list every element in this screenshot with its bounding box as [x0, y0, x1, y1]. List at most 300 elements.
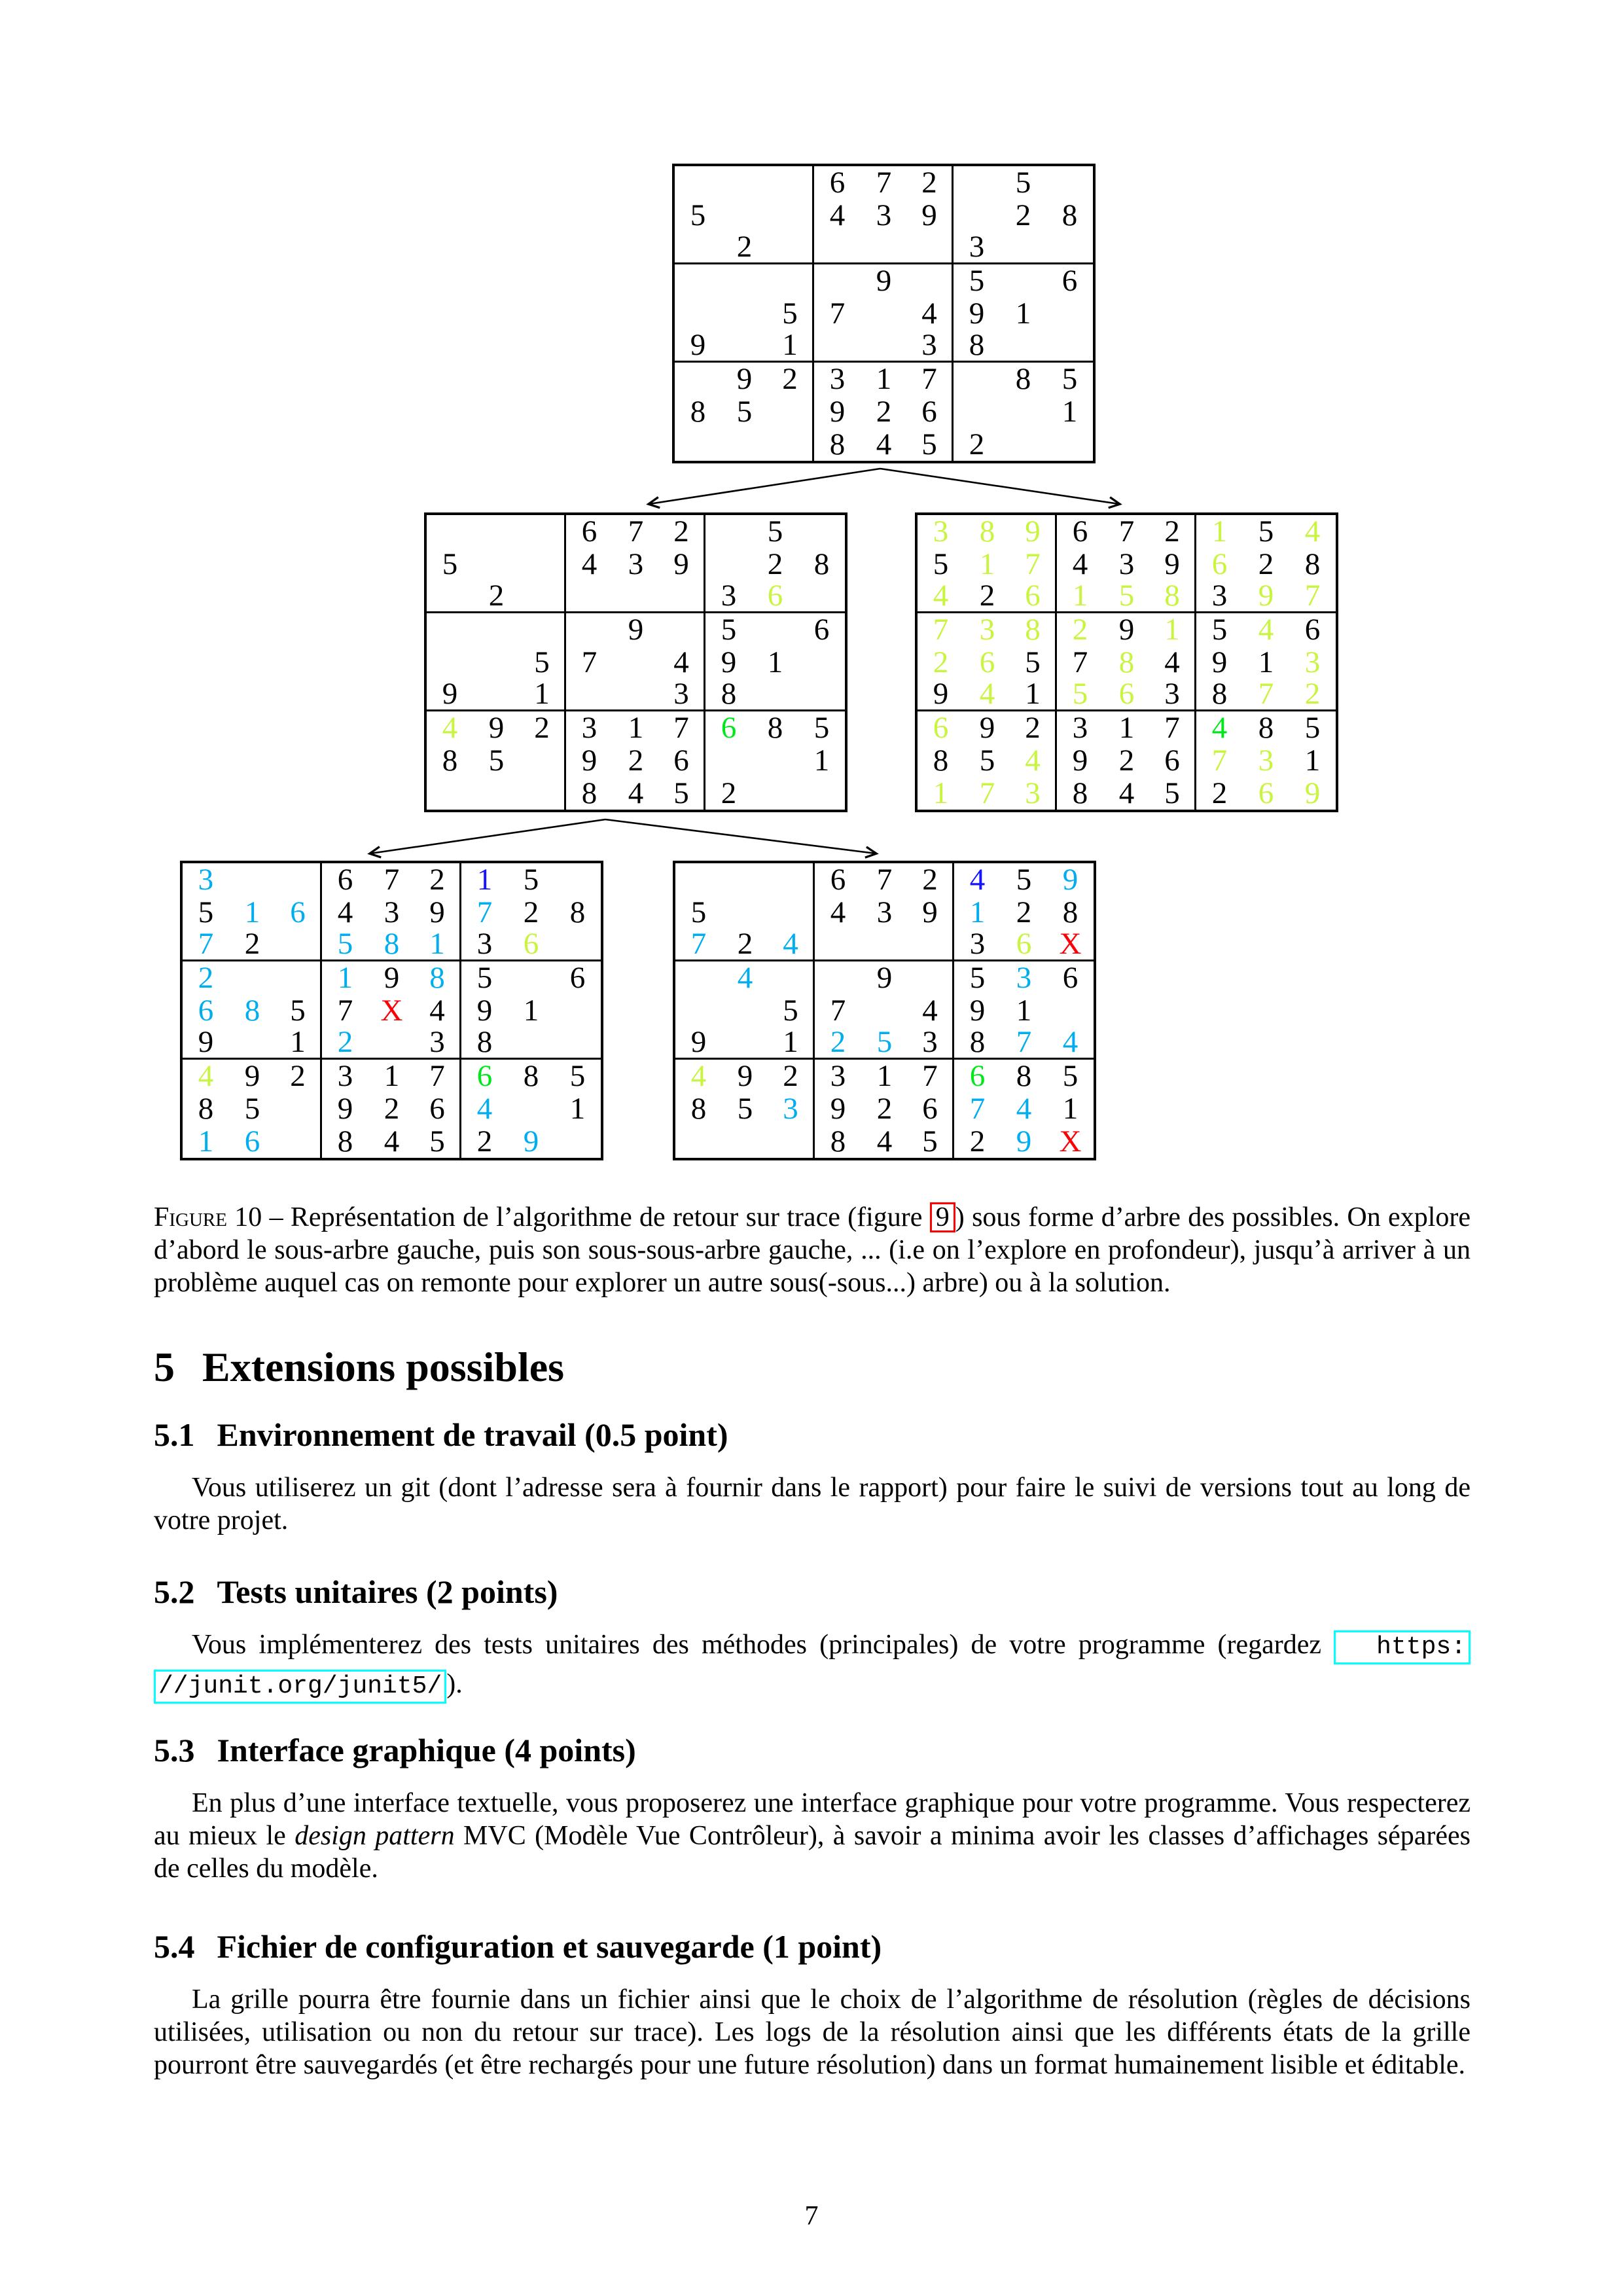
sudoku-cell: 1 [1304, 743, 1321, 778]
sudoku-cell: 4 [1304, 514, 1321, 548]
sudoku-cell [815, 961, 861, 994]
sudoku-cell: 6 [1010, 581, 1057, 613]
sudoku-cell: 9 [721, 645, 737, 679]
sudoku-cell: 8 [813, 547, 830, 581]
sudoku-cell: 8 [337, 1124, 353, 1158]
sudoku-cell [722, 1027, 768, 1060]
sudoku-cell: 9 [476, 993, 493, 1028]
section-5-2-title: Tests unitaires (2 points) [217, 1573, 558, 1610]
sudoku-cell: 3 [830, 1058, 846, 1093]
sudoku-cell: 7 [1010, 548, 1057, 581]
sudoku-cell: 2 [628, 743, 644, 778]
sudoku-cell: 1 [979, 547, 995, 581]
sudoku-cell: 6 [752, 581, 798, 613]
sudoku-cell: 1 [768, 1027, 815, 1060]
sudoku-cell [276, 1125, 322, 1158]
sudoku-cell [768, 395, 814, 428]
sudoku-cell: 3 [461, 929, 508, 961]
sudoku-cell: 7 [337, 993, 353, 1028]
sudoku-cell: 1 [628, 710, 644, 745]
sudoku-cell: 5 [523, 862, 539, 897]
sudoku-cell [798, 515, 845, 548]
sudoku-cell: 6 [830, 862, 846, 897]
sudoku-cell [721, 166, 768, 199]
sudoku-cell: 2 [876, 394, 892, 429]
section-5-title: Extensions possibles [202, 1344, 565, 1390]
sudoku-cell [659, 581, 705, 613]
sudoku-cell: 8 [1015, 361, 1031, 396]
sudoku-cell: 1 [523, 993, 539, 1028]
sudoku-cell: 5 [1010, 646, 1057, 679]
sudoku-cell: 2 [520, 711, 566, 744]
sudoku-cell: 1 [520, 679, 566, 711]
sudoku-cell: 1 [1061, 394, 1078, 429]
sudoku-cell: 5 [1016, 862, 1032, 897]
sudoku-cell: 3 [908, 1027, 954, 1060]
sudoku-cell: 5 [659, 777, 705, 810]
sudoku-cell: 3 [954, 929, 1001, 961]
sudoku-cell: 1 [337, 960, 353, 995]
sudoku-cell: 1 [813, 743, 830, 778]
sudoku-cell: 9 [969, 296, 985, 331]
sudoku-cell: 3 [1304, 645, 1321, 679]
sudoku-cell: 4 [829, 198, 846, 232]
sudoku-cell: 8 [581, 776, 597, 810]
sudoku-cell: 3 [933, 514, 949, 548]
sudoku-cell: 6 [1211, 547, 1228, 581]
sudoku-cell: 8 [690, 394, 706, 429]
sudoku-cell: 2 [322, 1027, 368, 1060]
sudoku-cell: 8 [1010, 613, 1057, 646]
sudoku-cell: 6 [907, 395, 954, 428]
sudoku-cell: 5 [736, 394, 753, 429]
sudoku-cell: 8 [523, 1058, 539, 1093]
sudoku-cell [954, 395, 1000, 428]
sudoku-cell: 2 [815, 1027, 861, 1060]
sudoku-cell: 5 [1015, 165, 1031, 200]
sudoku-cell: 2 [908, 863, 954, 896]
sudoku-cell [1046, 232, 1093, 264]
page-number: 7 [804, 2201, 819, 2231]
sudoku-cell: 9 [876, 263, 892, 298]
sudoku-cell: 8 [954, 330, 1000, 363]
sudoku-cell: 7 [829, 296, 846, 331]
sudoku-cell [520, 548, 566, 581]
sudoku-cell [613, 646, 659, 679]
sudoku-cell [798, 777, 845, 810]
sudoku-cell: 2 [768, 363, 814, 395]
sudoku-cell: 3 [876, 895, 893, 929]
sudoku-cell [768, 232, 814, 264]
sudoku-cell: 7 [969, 1091, 986, 1126]
sudoku-cell: 9 [1243, 581, 1289, 613]
sudoku-cell: 4 [830, 895, 846, 929]
sudoku-cell [815, 929, 861, 961]
sudoku-cell: 3 [198, 862, 214, 897]
sudoku-cell [427, 613, 473, 646]
sudoku-cell [276, 961, 322, 994]
sudoku-cell: 2 [415, 863, 461, 896]
sudoku-cell: 9 [659, 548, 705, 581]
sudoku-cell: 1 [476, 862, 493, 897]
section-5-1-heading [154, 1416, 728, 1454]
sudoku-cell: 8 [198, 1091, 214, 1126]
sudoku-cell: 4 [337, 895, 353, 929]
sudoku-cell: 8 [415, 961, 461, 994]
sudoku-cell [705, 548, 752, 581]
sudoku-cell [814, 232, 861, 264]
sudoku-cell [721, 330, 768, 363]
sudoku-cell [1000, 395, 1046, 428]
sudoku-cell: 8 [1118, 645, 1135, 679]
sudoku-cell [566, 581, 613, 613]
sudoku-cell: 3 [415, 1027, 461, 1060]
section-5-4-heading [154, 1928, 882, 1965]
sudoku-cell: 6 [415, 1092, 461, 1125]
sudoku-cell: 6 [1258, 776, 1274, 810]
sudoku-cell: 6 [276, 896, 322, 929]
sudoku-cell: 7 [1211, 743, 1228, 778]
section-5-1-title: Environnement de travail (0.5 point) [217, 1416, 728, 1453]
sudoku-cell: 9 [1150, 548, 1196, 581]
sudoku-cell: 1 [383, 1058, 400, 1093]
sudoku-cell: 2 [476, 1124, 493, 1158]
sudoku-cell [473, 646, 520, 679]
sudoku-cell: 8 [442, 743, 458, 778]
sudoku-cell: 2 [722, 929, 768, 961]
sudoku-cell [722, 863, 768, 896]
sudoku-cell: 4 [1118, 776, 1135, 810]
sudoku-cell: 2 [383, 1091, 400, 1126]
sudoku-cell: 1 [876, 1058, 893, 1093]
sudoku-cell: 2 [907, 166, 954, 199]
sudoku-cell: 1 [276, 1027, 322, 1060]
sudoku-cell: 5 [476, 960, 493, 995]
sudoku-cell [768, 896, 815, 929]
sudoku-cell: 3 [581, 710, 597, 745]
section-5-2-text-end: ). [446, 1669, 463, 1699]
sudoku-cell: 5 [569, 1058, 586, 1093]
junit-url-link-part2[interactable]: //junit.org/junit5/ [154, 1670, 446, 1704]
sudoku-cell: 1 [1118, 710, 1135, 745]
sudoku-cell: 6 [1103, 679, 1150, 711]
sudoku-cell [768, 961, 815, 994]
sudoku-cell: 2 [721, 776, 737, 810]
sudoku-cell: 6 [198, 993, 214, 1028]
sudoku-cell [508, 961, 554, 994]
sudoku-cell: 4 [969, 862, 986, 897]
sudoku-cell: 4 [442, 710, 458, 745]
sudoku-cell: 8 [1196, 679, 1243, 711]
sudoku-cell: 1 [1258, 645, 1274, 679]
sudoku-cell [752, 613, 798, 646]
sudoku-cell [613, 581, 659, 613]
sudoku-cell: 7 [876, 862, 893, 897]
sudoku-cell [798, 581, 845, 613]
sudoku-cell: 4 [876, 427, 892, 461]
sudoku-cell: 8 [705, 679, 752, 711]
sudoku-cell: 6 [581, 514, 597, 548]
edge-root-to-right [880, 469, 1119, 504]
sudoku-cell: 4 [876, 1124, 893, 1158]
sudoku-cell [907, 232, 954, 264]
sudoku-cell: 9 [427, 679, 473, 711]
sudoku-cell [705, 744, 752, 777]
sudoku-cell: 5 [737, 1091, 753, 1126]
sudoku-cell: 9 [415, 896, 461, 929]
sudoku-cell: 2 [964, 581, 1010, 613]
sudoku-cell: 3 [337, 1058, 353, 1093]
sudoku-cell: 2 [1150, 515, 1196, 548]
section-5-3-text-pre: En plus d’une interface textuelle, vous proposerez une interface graphique pour votre programme. Vous respecterez au mieux le [154, 1788, 1471, 1851]
sudoku-cell: 2 [767, 547, 783, 581]
sudoku-cell: 3 [1010, 777, 1057, 810]
sudoku-cell: 2 [229, 929, 276, 961]
sudoku-cell [861, 297, 907, 330]
sudoku-cell: 9 [183, 1027, 229, 1060]
sudoku-cell: 3 [954, 232, 1000, 264]
sudoku-cell: 3 [1072, 710, 1088, 745]
sudoku-cell: 8 [954, 1027, 1001, 1060]
sudoku-cell [722, 994, 768, 1027]
sudoku-cell [566, 679, 613, 711]
sudoku-cell: 2 [721, 232, 768, 264]
sudoku-cell: 1 [415, 929, 461, 961]
sudoku-cell: 4 [1010, 744, 1057, 777]
sudoku-cell: 5 [969, 960, 986, 995]
sudoku-cell: 9 [1211, 645, 1228, 679]
sudoku-cell [798, 646, 845, 679]
junit-url-link-part1[interactable]: https: [1334, 1630, 1471, 1664]
sudoku-cell [427, 581, 473, 613]
sudoku-cell: 8 [569, 895, 586, 929]
figure-caption-label: Figure 10 [154, 1202, 262, 1232]
sudoku-cell: 3 [1196, 581, 1243, 613]
edge-left-to-bottomright [605, 819, 876, 853]
sudoku-cell [554, 994, 601, 1027]
sudoku-cell: 9 [675, 330, 721, 363]
sudoku-cell [473, 515, 520, 548]
sudoku-cell: 1 [1211, 514, 1228, 548]
sudoku-cell: 5 [721, 612, 737, 647]
sudoku-cell: 8 [461, 1027, 508, 1060]
section-5-2-heading [154, 1573, 558, 1611]
sudoku-cell: 4 [476, 1091, 493, 1126]
sudoku-cell [861, 330, 907, 363]
sudoku-cell: 3 [768, 1092, 815, 1125]
sudoku-cell [768, 863, 815, 896]
sudoku-cell [675, 166, 721, 199]
section-5-2-line2 [154, 1668, 1471, 1704]
sudoku-cell [520, 613, 566, 646]
sudoku-cell: 5 [520, 646, 566, 679]
sudoku-cell: 2 [523, 895, 539, 929]
sudoku-cell: 6 [908, 1092, 954, 1125]
sudoku-cell: X [380, 993, 403, 1028]
section-5-3-paragraph [154, 1787, 1471, 1885]
sudoku-cell [1047, 994, 1094, 1027]
sudoku-cell [954, 363, 1000, 395]
sudoku-cell: 9 [918, 679, 964, 711]
sudoku-cell [752, 679, 798, 711]
sudoku-cell: 2 [1015, 198, 1031, 232]
design-pattern-italic: design pattern [294, 1821, 455, 1851]
sudoku-cell [508, 1027, 554, 1060]
sudoku-cell: 2 [198, 960, 214, 995]
sudoku-cell: 5 [861, 1027, 908, 1060]
sudoku-cell [721, 264, 768, 297]
sudoku-cell: 5 [1103, 581, 1150, 613]
sudoku-cell: 1 [1062, 1091, 1079, 1126]
sudoku-cell: 3 [1016, 960, 1032, 995]
sudoku-cell [520, 777, 566, 810]
sudoku-cell: 3 [907, 330, 954, 363]
sudoku-cell: 9 [337, 1091, 353, 1126]
sudoku-cell: 3 [979, 612, 995, 647]
sudoku-cell: 5 [908, 1125, 954, 1158]
sudoku-cell: X [1047, 929, 1094, 961]
sudoku-cell: 7 [907, 363, 954, 395]
sudoku-cell: 9 [908, 896, 954, 929]
sudoku-cell [554, 1125, 601, 1158]
figure-caption [154, 1201, 1471, 1299]
sudoku-cell: 9 [675, 1027, 722, 1060]
figure-caption-pre: – Représentation de l’algorithme de retour sur trace (figure [262, 1202, 930, 1232]
section-5-heading [154, 1343, 564, 1391]
sudoku-cell: 4 [415, 994, 461, 1027]
sudoku-cell: 3 [829, 361, 846, 396]
sudoku-cell [798, 679, 845, 711]
sudoku-cell [861, 929, 908, 961]
sudoku-cell: 2 [933, 645, 949, 679]
sudoku-cell: 5 [1061, 361, 1078, 396]
sudoku-cell: 6 [813, 612, 830, 647]
sudoku-grid-root [672, 164, 1096, 463]
sudoku-cell: 4 [918, 581, 964, 613]
sudoku-cell: 7 [675, 929, 722, 961]
sudoku-cell: 7 [1150, 711, 1196, 744]
sudoku-cell: 6 [244, 1124, 260, 1158]
sudoku-cell [675, 994, 722, 1027]
sudoku-cell [427, 646, 473, 679]
sudoku-cell [907, 264, 954, 297]
sudoku-cell: 9 [1072, 743, 1088, 778]
sudoku-cell: 1 [1057, 581, 1103, 613]
sudoku-cell: 6 [979, 645, 995, 679]
sudoku-cell: 7 [183, 929, 229, 961]
figure-ref-link[interactable]: 9 [930, 1202, 955, 1232]
sudoku-cell [768, 264, 814, 297]
sudoku-cell [276, 1092, 322, 1125]
sudoku-cell [473, 679, 520, 711]
sudoku-cell: 1 [1010, 679, 1057, 711]
sudoku-cell: 7 [415, 1060, 461, 1092]
sudoku-cell: 3 [1258, 743, 1274, 778]
sudoku-cell: 7 [933, 612, 949, 647]
section-5-1-paragraph: Vous utiliserez un git (dont l’adresse sera à fournir dans le rapport) pour faire le suivi de versions tout au long de votre projet. [154, 1473, 1471, 1535]
sudoku-cell [722, 896, 768, 929]
section-5-3-title: Interface graphique (4 points) [217, 1732, 636, 1768]
sudoku-cell: 8 [690, 1091, 707, 1126]
sudoku-cell: 8 [1072, 776, 1088, 810]
sudoku-cell: 4 [1016, 1091, 1032, 1126]
sudoku-cell [1046, 166, 1093, 199]
sudoku-cell [229, 961, 276, 994]
sudoku-cell [768, 1125, 815, 1158]
sudoku-cell: 9 [244, 1058, 260, 1093]
sudoku-cell: 8 [979, 514, 995, 548]
sudoku-cell: 5 [767, 514, 783, 548]
sudoku-cell: 6 [721, 710, 737, 745]
sudoku-cell [675, 264, 721, 297]
sudoku-cell: 7 [1243, 679, 1289, 711]
sudoku-cell: 4 [690, 1058, 707, 1093]
sudoku-cell: 9 [488, 710, 505, 745]
sudoku-cell: 7 [979, 776, 995, 810]
sudoku-cell: 1 [244, 895, 260, 929]
sudoku-cell: 5 [276, 994, 322, 1027]
sudoku-cell: 2 [1289, 679, 1336, 711]
section-5-3-number: 5.3 [154, 1732, 195, 1768]
sudoku-cell: 7 [1289, 581, 1336, 613]
sudoku-cell: 5 [1150, 777, 1196, 810]
sudoku-cell: 2 [969, 1124, 986, 1158]
sudoku-cell [1046, 428, 1093, 461]
sudoku-cell: 6 [969, 1058, 986, 1093]
sudoku-cell [814, 330, 861, 363]
sudoku-cell: 8 [368, 929, 415, 961]
sudoku-cell: 7 [1118, 514, 1135, 548]
sudoku-cell [473, 548, 520, 581]
edge-root-to-left [649, 469, 880, 504]
sudoku-cell: 4 [628, 776, 644, 810]
sudoku-cell [721, 199, 768, 232]
sudoku-cell [473, 777, 520, 810]
sudoku-cell: 8 [829, 427, 846, 461]
sudoku-cell [554, 929, 601, 961]
sudoku-cell: 9 [1062, 862, 1079, 897]
sudoku-cell [675, 1125, 722, 1158]
sudoku-cell: 1 [876, 361, 892, 396]
sudoku-cell: 1 [569, 1091, 586, 1126]
sudoku-cell: 9 [830, 1091, 846, 1126]
sudoku-cell: 9 [907, 199, 954, 232]
section-5-1-number: 5.1 [154, 1416, 195, 1453]
sudoku-cell [752, 777, 798, 810]
sudoku-cell: 9 [736, 361, 753, 396]
sudoku-cell [508, 1092, 554, 1125]
sudoku-grid-left-child [424, 512, 847, 812]
section-5-3-heading [154, 1731, 636, 1769]
sudoku-cell: 2 [1258, 547, 1274, 581]
sudoku-cell [675, 863, 722, 896]
sudoku-cell [721, 428, 768, 461]
sudoku-cell: 9 [383, 960, 400, 995]
sudoku-grid-right-child [915, 512, 1338, 812]
sudoku-cell [427, 515, 473, 548]
section-5-number: 5 [154, 1344, 175, 1390]
sudoku-cell: 4 [908, 994, 954, 1027]
sudoku-cell: 5 [979, 743, 995, 778]
sudoku-cell: 2 [1072, 612, 1088, 647]
section-5-4-number: 5.4 [154, 1928, 195, 1965]
sudoku-cell: 5 [768, 994, 815, 1027]
sudoku-cell: 6 [1062, 960, 1079, 995]
section-5-3-text-post: MVC (Modèle Vue Contrôleur), à savoir a minima avoir les classes d’affichages séparées de celles du modèle. [154, 1821, 1471, 1884]
sudoku-cell: 8 [1150, 581, 1196, 613]
sudoku-cell [1046, 330, 1093, 363]
sudoku-cell: 9 [1304, 776, 1321, 810]
